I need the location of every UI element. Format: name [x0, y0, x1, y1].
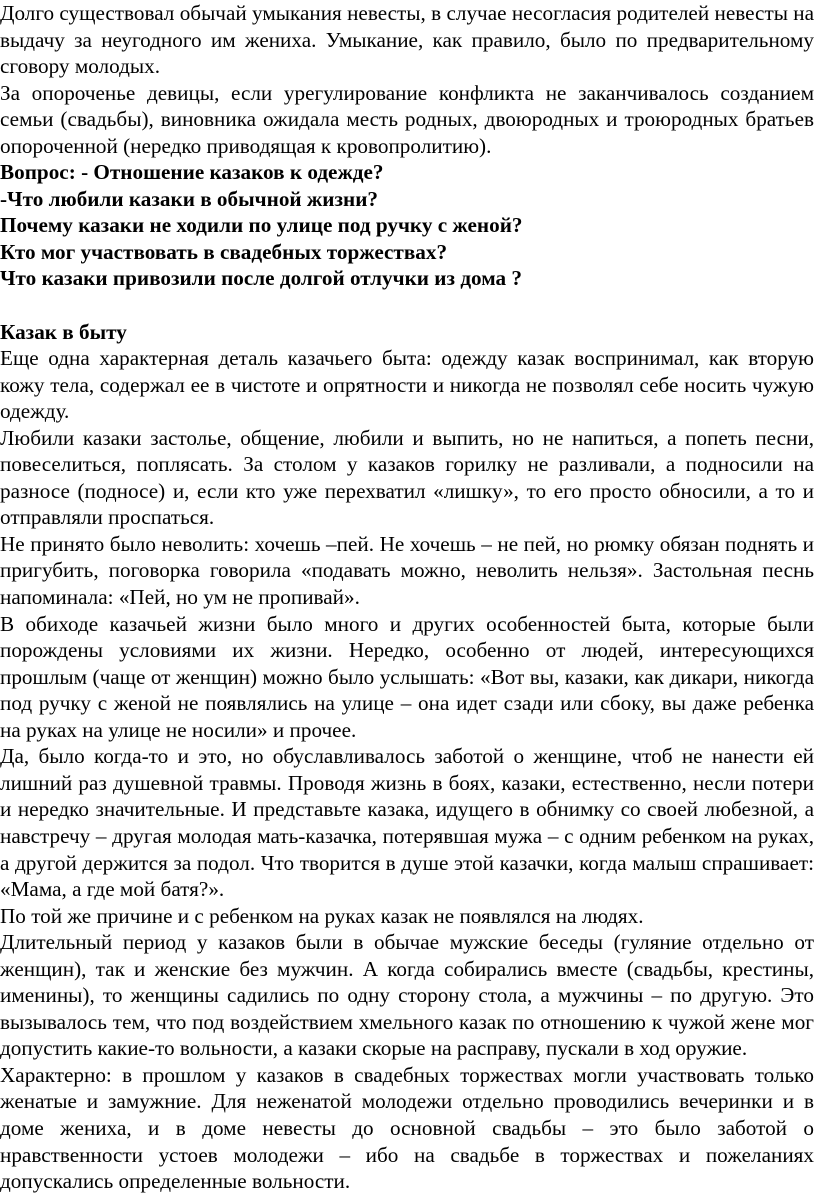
intro-paragraph-2: За опороченье девицы, если урегулирование конфликта не заканчивалось созданием семьи (свадьбы), виновника ожидала месть родных, двоюродных и троюродных братьев опороченной (нередко приводящая к кровопролитию). — [0, 80, 814, 158]
section-title: Казак в быту — [0, 319, 127, 344]
intro-paragraph-1: Долго существовал обычай умыкания невесты, в случае несогласия родителей невесты на выдачу за неугодного им жениха. Умыкание, как правило, было по предварительному сговору молодых. — [0, 1, 814, 79]
question-2: -Что любили казаки в обычной жизни? — [0, 186, 379, 211]
blank-line — [0, 292, 814, 319]
body-paragraph-7: Длительный период у казаков были в обычае мужские беседы (гуляние отдельно от женщин), так и женские без мужчин. А когда собирались вместе (свадьбы, крестины, именины), то женщины садились по одну сторону стола, а мужчины – по другую. Это вызывалось тем, что под воздействием хмельного казак по отношению к чужой жене мог допустить какие-то вольности, а казаки скорые на расправу, пускали в ход оружие. — [0, 930, 814, 1061]
question-4: Кто мог участвовать в свадебных торжествах? — [0, 239, 448, 264]
body-paragraph-8: Характерно: в прошлом у казаков в свадебных торжествах могли участвовать только женатые и замужние. Для неженатой молодежи отдельно проводились вечеринки и в доме жениха, и в доме невесты до основной свадьбы – это было заботой о нравственности устоев молодежи – ибо на свадьбе в торжествах и пожеланиях допускались определенные вольности. — [0, 1062, 814, 1194]
question-3: Почему казаки не ходили по улице под ручку с женой? — [0, 213, 523, 238]
question-5: Что казаки привозили после долгой отлучки из дома ? — [0, 266, 523, 291]
body-paragraph-4: В обиходе казачьей жизни было много и других особенностей быта, которые были порождены условиями их жизни. Нередко, особенно от людей, интересующихся прошлым (чаще от женщин) можно было услышать: «Вот вы, казаки, как дикари, никогда под ручку с женой не появлялись на улице – она идет сзади или сбоку, вы даже ребенка на руках на улице не носили» и прочее. — [0, 611, 814, 742]
question-1: Вопрос: - Отношение казаков к одежде? — [0, 160, 384, 185]
body-paragraph-3: Не принято было неволить: хочешь –пей. Не хочешь – не пей, но рюмку обязан поднять и пригубить, поговорка говорила «подавать можно, неволить нельзя». Застольная песнь напоминала: «Пей, но ум не пропивай». — [0, 531, 814, 610]
body-paragraph-5: Да, было когда-то и это, но обуславливалось заботой о женщине, чтоб не нанести ей лишний раз душевной травмы. Проводя жизнь в боях, казаки, естественно, несли потери и нередко значительные. И представьте казака, идущего в обнимку со своей любезной, а навстречу – другая молодая мать-казачка, потерявшая мужа – с одним ребенком на руках, а другой держится за подол. Что творится в душе этой казачки, когда малыш спрашивает: «Мама, а где мой батя?». — [0, 744, 814, 902]
body-paragraph-2: Любили казаки застолье, общение, любили и выпить, но не напиться, а попеть песни, повеселиться, поплясать. За столом у казаков горилку не разливали, а подносили на разносе (подносе) и, если кто уже перехватил «лишку», то его просто обносили, а то и отправляли проспаться. — [0, 425, 814, 530]
body-paragraph-1: Еще одна характерная деталь казачьего быта: одежду казак воспринимал, как вторую кожу тела, содержал ее в чистоте и опрятности и никогда не позволял себе носить чужую одежду. — [0, 346, 814, 424]
body-paragraph-6: По той же причине и с ребенком на руках казак не появлялся на людях. — [0, 903, 644, 928]
